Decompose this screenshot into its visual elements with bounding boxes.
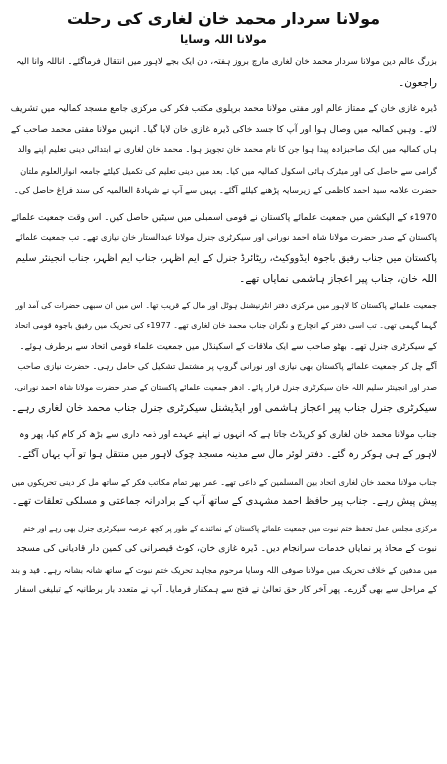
text-line: 1970ء کے الیکشن میں جمعیت علمائے پاکستان نے قومی اسمبلی میں سیٹیں حاصل کیں۔ اس وقت جمعیت علمائے <box>11 212 437 223</box>
paragraph-6 <box>10 472 437 513</box>
text-line: کے سیکرٹری جنرل تھے۔ بھٹو صاحب سے ایک ملاقات کے اسکینڈل میں جمعیت علماء قومی اتحاد سے برطرف ہوئے۔ <box>19 341 437 352</box>
page-title: مولانا سردار محمد خان لغاری کی رحلت <box>66 9 381 28</box>
text-line: لائے۔ وہیں کمالیہ میں وصال ہوا اور آپ کا جسد خاکی ڈیرہ غازی خان لایا گیا۔ انہیں مولانا مفتی محمد صاحب کے <box>10 124 437 135</box>
text-line: راجعون۔ <box>398 76 437 89</box>
text-line: کے مراحل سے بھی گزرے۔ پھر آخر کار حق تعالیٰ نے فتح سے ہمکنار فرمایا۔ آپ نے متعدد بار برطانیہ کے تبلیغی اسفار <box>15 585 437 595</box>
text-line: بزرگ عالم دین مولانا سردار محمد خان لغاری مارچ بروز ہفتہ، دن ایک بجے لاہور میں انتقال فرماگئے۔ اناللہ وانا الیہ <box>16 57 437 67</box>
text-line: مرکزی مجلس عمل تحفظ ختم نبوت میں جمعیت علمائے پاکستان کے نمائندے کے طور پر کچھ عرصہ سیکرٹری جنرل بھی رہے اور ختم <box>23 523 437 533</box>
paragraph-4 <box>10 296 437 419</box>
author-byline: مولانا اللہ وسایا <box>180 33 267 46</box>
text-line: میں مدفین کے خلاف تحریک میں مولانا صوفی اللہ وسایا مرحوم مجاہد تحریک ختم نبوت کے ساتھ شانہ بشانہ رہے۔ قید و بند <box>10 564 437 575</box>
paragraph-7 <box>10 519 437 601</box>
text-line: پیش پیش رہے۔ جناب پیر حافظ احمد مشہدی کے ساتھ آپ کے برادرانہ جماعتی و مسلکی تعلقات تھے۔ <box>11 496 437 507</box>
text-line: جمعیت علمائے پاکستان کا لاہور میں مرکزی دفتر انٹرنیشنل ہوٹل اور مال کے قریب تھا۔ اس میں ان سبھی حضرات کی آمد اور <box>15 300 437 310</box>
text-line: جناب مولانا محمد خان لغاری کو کریڈٹ جاتا ہے کہ انہوں نے اپنے عہدے اور ذمہ داری سے بڑھ کر کام کیا، پھر وہ <box>19 429 437 440</box>
text-line: آگے چل کر جمعیت علمائے پاکستان بھی نیازی اور نورانی گروپ پر مشتمل تشکیل کی حامل رہی۔ حضرت نیازی صاحب <box>17 362 437 372</box>
text-line: ڈیرہ غازی خان کے ممتاز عالم اور مفتی مولانا محمد بریلوی مکتب فکر کی مرکزی جامع مسجد کمالیہ میں تشریف <box>10 104 437 114</box>
text-line: صدر اور انجینئر سلیم اللہ خان سیکرٹری جنرل قرار پائے۔ ادھر جمعیت علمائے پاکستان کے صدر حضرت مولانا شاہ احمد نورانی، <box>14 382 437 392</box>
text-line: اللہ خان، جناب پیر اعجاز ہاشمی نمایاں تھے۔ <box>239 273 437 285</box>
text-line: پاکستان کے صدر حضرت مولانا شاہ احمد نورانی اور سیکرٹری جنرل مولانا عبدالستار خان نیازی تھے۔ تب جمعیت علمائے <box>15 233 437 243</box>
text-line: گرامی سے حاصل کی اور میٹرک ہائی اسکول کمالیہ میں کیا۔ بعد میں دینی تعلیم کی تکمیل کیلئے جامعہ انوارالعلوم ملتان <box>20 165 437 176</box>
paragraph-5 <box>10 425 437 466</box>
text-line: گہما گہمی تھی۔ تب اسی دفتر کے انچارج و نگران جناب محمد خان لغاری تھے۔ 1977ء کی تحریک میں رفیق باجوہ قومی اتحاد <box>14 321 437 330</box>
text-line: جناب مولانا محمد خان لغاری اتحاد بین المسلمین کے داعی تھے۔ عمر بھر تمام مکاتب فکر کے ساتھ مل کر دینی تحریکوں میں <box>11 476 437 487</box>
text-line: حضرت علامہ سید احمد کاظمی کے زیرسایہ پڑھنے کیلئے آگئے۔ یہیں سے آپ نے شہادۃ العالمیہ کی سند فراغ حاصل کی۔ <box>13 186 437 196</box>
text-line: لاہور کے ہی ہوکر رہ گئے۔ دفتر لوئر مال سے مدینہ مسجد چوک لاہور میں منتقل ہوا تو آپ یہاں آگئے۔ <box>16 449 437 460</box>
text-line: نبوت کے محاذ پر نمایاں خدمات سرانجام دیں۔ ڈیرہ غازی خان، کوٹ قیصرانی کی کمین دار قادیانی کی مسجد <box>16 543 437 554</box>
text-line: پاکستان میں جناب رفیق باجوہ ایڈووکیٹ، ریٹائرڈ جنرل کے ایم اظہر، جناب ایم اظہر، جناب انجینئر سلیم <box>15 252 437 264</box>
text-line: ہاں کمالیہ میں ایک صاحبزادہ پیدا ہوا جن کا نام محمد خان تجویز ہوا۔ محمد خان لغاری نے ابتدائی دینی تعلیم اپنے والد <box>17 145 437 155</box>
paragraph-1 <box>10 52 437 93</box>
paragraph-2 <box>10 99 437 202</box>
text-line: سیکرٹری جنرل جناب پیر اعجاز ہاشمی اور ایڈیشنل سیکرٹری جنرل جناب محمد خان لغاری رہے۔ <box>11 402 437 414</box>
paragraph-3 <box>10 208 437 290</box>
